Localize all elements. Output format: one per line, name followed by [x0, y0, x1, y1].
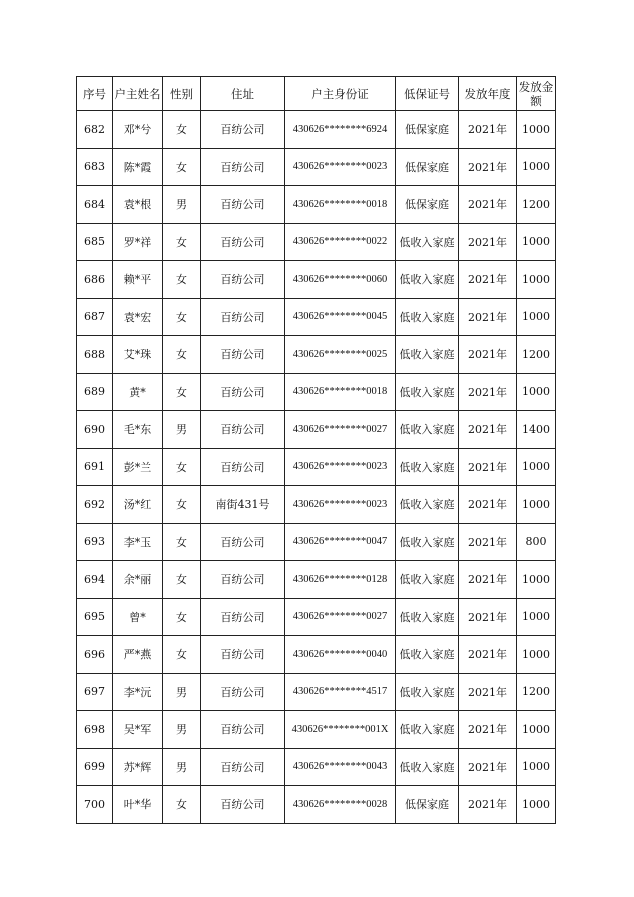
cell-name: 曾* [113, 598, 163, 636]
cell-id-card: 430626********0025 [285, 336, 396, 374]
cell-name: 毛*东 [113, 411, 163, 449]
cell-certificate: 低收入家庭 [396, 523, 459, 561]
cell-address: 百纺公司 [201, 148, 285, 186]
cell-certificate: 低收入家庭 [396, 598, 459, 636]
cell-certificate: 低收入家庭 [396, 298, 459, 336]
header-name: 户主姓名 [113, 77, 163, 111]
cell-year: 2021年 [459, 298, 517, 336]
cell-address: 百纺公司 [201, 523, 285, 561]
table-row [77, 111, 556, 149]
cell-name: 叶*华 [113, 786, 163, 824]
cell-year: 2021年 [459, 223, 517, 261]
cell-amount: 1000 [517, 111, 556, 149]
cell-certificate: 低保家庭 [396, 186, 459, 224]
cell-id-card: 430626********0045 [285, 298, 396, 336]
cell-year: 2021年 [459, 336, 517, 374]
cell-name: 李*玉 [113, 523, 163, 561]
cell-amount: 1000 [517, 786, 556, 824]
cell-gender: 女 [163, 111, 201, 149]
cell-amount: 1000 [517, 148, 556, 186]
cell-year: 2021年 [459, 148, 517, 186]
cell-address: 百纺公司 [201, 448, 285, 486]
cell-gender: 女 [163, 486, 201, 524]
cell-name: 苏*辉 [113, 748, 163, 786]
table-row [77, 673, 556, 711]
cell-id-card: 430626********4517 [285, 673, 396, 711]
cell-gender: 女 [163, 223, 201, 261]
cell-id-card: 430626********0023 [285, 448, 396, 486]
cell-id-card: 430626********0023 [285, 486, 396, 524]
cell-serial: 689 [77, 373, 113, 411]
cell-amount: 1000 [517, 448, 556, 486]
cell-name: 艾*珠 [113, 336, 163, 374]
table-row [77, 561, 556, 599]
table-row [77, 148, 556, 186]
cell-gender: 女 [163, 636, 201, 674]
table-row [77, 411, 556, 449]
cell-gender: 男 [163, 711, 201, 749]
cell-year: 2021年 [459, 373, 517, 411]
cell-certificate: 低收入家庭 [396, 748, 459, 786]
table-row [77, 786, 556, 824]
cell-certificate: 低收入家庭 [396, 223, 459, 261]
cell-serial: 684 [77, 186, 113, 224]
cell-year: 2021年 [459, 261, 517, 299]
cell-certificate: 低收入家庭 [396, 673, 459, 711]
table-row [77, 448, 556, 486]
cell-id-card: 430626********0027 [285, 411, 396, 449]
cell-name: 吴*军 [113, 711, 163, 749]
header-certificate: 低保证号 [396, 77, 459, 111]
cell-gender: 女 [163, 298, 201, 336]
cell-year: 2021年 [459, 561, 517, 599]
cell-id-card: 430626********0023 [285, 148, 396, 186]
table-row [77, 186, 556, 224]
cell-name: 余*丽 [113, 561, 163, 599]
table-row [77, 336, 556, 374]
cell-name: 袁*根 [113, 186, 163, 224]
cell-id-card: 430626********0128 [285, 561, 396, 599]
cell-address: 百纺公司 [201, 373, 285, 411]
cell-serial: 699 [77, 748, 113, 786]
cell-year: 2021年 [459, 186, 517, 224]
cell-gender: 女 [163, 336, 201, 374]
cell-amount: 1000 [517, 223, 556, 261]
cell-id-card: 430626********0028 [285, 786, 396, 824]
cell-gender: 女 [163, 598, 201, 636]
cell-address: 百纺公司 [201, 748, 285, 786]
header-address: 住址 [201, 77, 285, 111]
header-year: 发放年度 [459, 77, 517, 111]
cell-amount: 1200 [517, 673, 556, 711]
subsidy-table [76, 76, 556, 824]
cell-serial: 693 [77, 523, 113, 561]
cell-amount: 1000 [517, 711, 556, 749]
cell-certificate: 低保家庭 [396, 786, 459, 824]
cell-gender: 女 [163, 261, 201, 299]
cell-address: 百纺公司 [201, 673, 285, 711]
cell-gender: 男 [163, 411, 201, 449]
cell-gender: 男 [163, 186, 201, 224]
cell-year: 2021年 [459, 673, 517, 711]
table-row [77, 373, 556, 411]
cell-address: 百纺公司 [201, 711, 285, 749]
cell-address: 百纺公司 [201, 636, 285, 674]
cell-id-card: 430626********0040 [285, 636, 396, 674]
cell-serial: 696 [77, 636, 113, 674]
cell-serial: 686 [77, 261, 113, 299]
cell-serial: 683 [77, 148, 113, 186]
cell-address: 百纺公司 [201, 411, 285, 449]
cell-year: 2021年 [459, 411, 517, 449]
cell-certificate: 低收入家庭 [396, 561, 459, 599]
cell-id-card: 430626********0047 [285, 523, 396, 561]
cell-name: 严*燕 [113, 636, 163, 674]
cell-certificate: 低保家庭 [396, 111, 459, 149]
cell-year: 2021年 [459, 636, 517, 674]
cell-amount: 1000 [517, 486, 556, 524]
header-amount: 发放金额 [517, 77, 556, 111]
cell-serial: 687 [77, 298, 113, 336]
cell-name: 黄* [113, 373, 163, 411]
cell-name: 赖*平 [113, 261, 163, 299]
cell-certificate: 低收入家庭 [396, 261, 459, 299]
cell-id-card: 430626********6924 [285, 111, 396, 149]
table-row [77, 223, 556, 261]
cell-id-card: 430626********0018 [285, 373, 396, 411]
cell-certificate: 低收入家庭 [396, 636, 459, 674]
header-serial: 序号 [77, 77, 113, 111]
cell-serial: 688 [77, 336, 113, 374]
cell-gender: 女 [163, 148, 201, 186]
cell-certificate: 低收入家庭 [396, 411, 459, 449]
cell-serial: 692 [77, 486, 113, 524]
cell-address: 百纺公司 [201, 223, 285, 261]
cell-gender: 男 [163, 748, 201, 786]
cell-address: 百纺公司 [201, 298, 285, 336]
cell-gender: 女 [163, 373, 201, 411]
header-row [77, 77, 556, 111]
cell-amount: 1000 [517, 261, 556, 299]
cell-amount: 1000 [517, 298, 556, 336]
cell-address: 百纺公司 [201, 336, 285, 374]
cell-certificate: 低收入家庭 [396, 336, 459, 374]
cell-serial: 698 [77, 711, 113, 749]
table-row [77, 523, 556, 561]
cell-year: 2021年 [459, 711, 517, 749]
cell-serial: 691 [77, 448, 113, 486]
cell-amount: 1000 [517, 748, 556, 786]
header-gender: 性别 [163, 77, 201, 111]
table-row [77, 486, 556, 524]
cell-certificate: 低收入家庭 [396, 373, 459, 411]
cell-year: 2021年 [459, 486, 517, 524]
header-id-card: 户主身份证 [285, 77, 396, 111]
cell-year: 2021年 [459, 448, 517, 486]
cell-address: 南街431号 [201, 486, 285, 524]
cell-name: 陈*霞 [113, 148, 163, 186]
cell-certificate: 低收入家庭 [396, 448, 459, 486]
cell-gender: 女 [163, 523, 201, 561]
cell-serial: 697 [77, 673, 113, 711]
cell-amount: 1000 [517, 373, 556, 411]
cell-year: 2021年 [459, 523, 517, 561]
cell-amount: 1400 [517, 411, 556, 449]
table-row [77, 298, 556, 336]
table-row [77, 636, 556, 674]
cell-address: 百纺公司 [201, 598, 285, 636]
table-row [77, 711, 556, 749]
cell-name: 汤*红 [113, 486, 163, 524]
cell-certificate: 低保家庭 [396, 148, 459, 186]
table-row [77, 261, 556, 299]
cell-name: 袁*宏 [113, 298, 163, 336]
cell-name: 罗*祥 [113, 223, 163, 261]
cell-amount: 1000 [517, 636, 556, 674]
cell-gender: 男 [163, 673, 201, 711]
cell-amount: 1000 [517, 561, 556, 599]
cell-year: 2021年 [459, 786, 517, 824]
cell-id-card: 430626********0060 [285, 261, 396, 299]
cell-name: 邓*兮 [113, 111, 163, 149]
table-row [77, 748, 556, 786]
cell-gender: 女 [163, 448, 201, 486]
cell-serial: 700 [77, 786, 113, 824]
cell-serial: 690 [77, 411, 113, 449]
cell-id-card: 430626********0022 [285, 223, 396, 261]
cell-id-card: 430626********0043 [285, 748, 396, 786]
cell-id-card: 430626********001X [285, 711, 396, 749]
cell-id-card: 430626********0018 [285, 186, 396, 224]
cell-address: 百纺公司 [201, 111, 285, 149]
cell-amount: 1200 [517, 186, 556, 224]
cell-address: 百纺公司 [201, 786, 285, 824]
cell-serial: 685 [77, 223, 113, 261]
cell-address: 百纺公司 [201, 561, 285, 599]
cell-year: 2021年 [459, 748, 517, 786]
cell-serial: 695 [77, 598, 113, 636]
cell-amount: 800 [517, 523, 556, 561]
cell-amount: 1200 [517, 336, 556, 374]
table-row [77, 598, 556, 636]
cell-year: 2021年 [459, 111, 517, 149]
cell-certificate: 低收入家庭 [396, 711, 459, 749]
cell-gender: 女 [163, 786, 201, 824]
cell-name: 彭*兰 [113, 448, 163, 486]
cell-address: 百纺公司 [201, 186, 285, 224]
cell-serial: 682 [77, 111, 113, 149]
cell-certificate: 低收入家庭 [396, 486, 459, 524]
cell-gender: 女 [163, 561, 201, 599]
cell-amount: 1000 [517, 598, 556, 636]
cell-address: 百纺公司 [201, 261, 285, 299]
cell-name: 李*沅 [113, 673, 163, 711]
cell-id-card: 430626********0027 [285, 598, 396, 636]
cell-year: 2021年 [459, 598, 517, 636]
cell-serial: 694 [77, 561, 113, 599]
